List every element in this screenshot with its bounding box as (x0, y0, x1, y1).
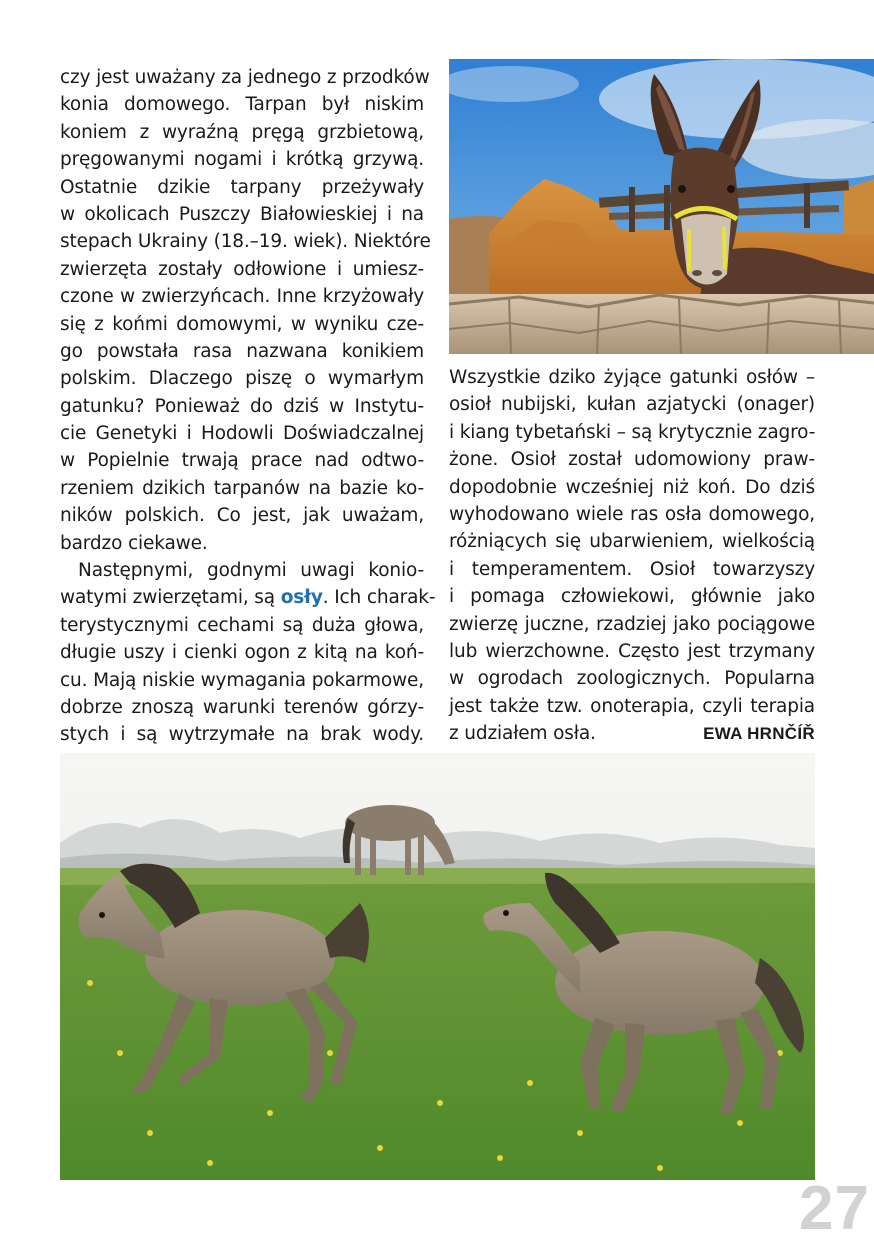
text-line: Następnymi, godnymi uwagi konio- (78, 560, 424, 582)
highlighted-term: osły (280, 587, 323, 609)
text-line: lub wierzchowne. Często jest trzymany (449, 640, 815, 662)
text-line: osioł nubijski, kułan azjatycki (onager) (449, 394, 815, 416)
text-line: zwierzę juczne, rzadziej jako pociągowe (449, 613, 815, 635)
text-line: go powstała rasa nazwana konikiem (60, 340, 424, 362)
text-line: stepach Ukrainy (18.–19. wiek). Niektóre (60, 231, 431, 253)
text-line: długie uszy i cienki ogon z kitą na koń- (60, 642, 424, 664)
text-line: w ogrodach zoologicznych. Popularna (449, 668, 815, 690)
text-line: czy jest uważany za jednego z przodków (60, 67, 430, 88)
text-line: różniących się ubarwieniem, wielkością (449, 531, 815, 553)
text-line: pręgowanymi nogami i krótką grzywą. (60, 149, 424, 171)
text-line: koniem z wyraźną pręgą grzbietową, (60, 121, 424, 143)
text-line: czone w zwierzyńcach. Inne krzyżowały (60, 286, 424, 308)
text-line: terystycznymi cechami są duża głowa, (60, 614, 424, 636)
text-line: i temperamentem. Osioł towarzyszy (449, 558, 815, 580)
text-line: w okolicach Puszczy Białowieskiej i na (60, 203, 424, 225)
text-line: żone. Osioł został udomowiony praw- (449, 449, 815, 471)
text-line: stych i są wytrzymałe na brak wody. (60, 724, 424, 746)
text-line: konia domowego. Tarpan był niskim (60, 94, 424, 116)
text-line-last (449, 720, 815, 747)
text-fragment: . Ich charak- (322, 587, 436, 609)
text-fragment: z udziałem osła. (449, 723, 596, 745)
text-line: zwierzęta zostały odłowione i umiesz- (60, 258, 424, 280)
text-line: bardzo ciekawe. (60, 532, 208, 554)
text-line: jest także tzw. onoterapia, czyli terapia (449, 695, 815, 717)
text-line: i kiang tybetański – są krytycznie zagro- (449, 421, 816, 443)
text-line: i pomaga człowiekowi, głównie jako (449, 586, 815, 608)
author-name: EWA HRNČÍŘ (703, 724, 815, 744)
text-line: polskim. Dlaczego piszę o wymarłym (60, 368, 424, 390)
text-fragment: watymi zwierzętami, są (60, 587, 281, 609)
donkey-illustration (449, 59, 874, 354)
tarpan-horses-photo (60, 753, 815, 1180)
text-line-with-highlight (60, 584, 436, 611)
text-line: w Popielnie trwają prace nad odtwo- (60, 450, 424, 472)
page-number: 27 (799, 1174, 870, 1243)
text-line: się z końmi domowymi, w wyniku cze- (60, 313, 424, 335)
text-line: rzeniem dzikich tarpanów na bazie ko- (60, 477, 424, 499)
text-line: wyhodowano wiele ras osła domowego, (449, 503, 815, 525)
text-line: Ostatnie dzikie tarpany przeżywały (60, 176, 424, 198)
horses-illustration (60, 753, 815, 1180)
donkey-photo (449, 59, 874, 354)
text-line: dopodobnie wcześniej niż koń. Do dziś (449, 476, 815, 498)
text-line: cu. Mają niskie wymagania pokarmowe, (60, 669, 424, 691)
left-text-column (60, 64, 436, 749)
text-line: dobrze znoszą warunki terenów górzy- (60, 696, 424, 718)
right-text-column (449, 364, 815, 747)
text-line: gatunku? Ponieważ do dziś w Instytu- (60, 395, 424, 417)
text-line: Wszystkie dziko żyjące gatunki osłów – (449, 367, 815, 388)
text-line: ników polskich. Co jest, jak uważam, (60, 505, 424, 527)
text-line: cie Genetyki i Hodowli Doświadczalnej (60, 423, 424, 445)
